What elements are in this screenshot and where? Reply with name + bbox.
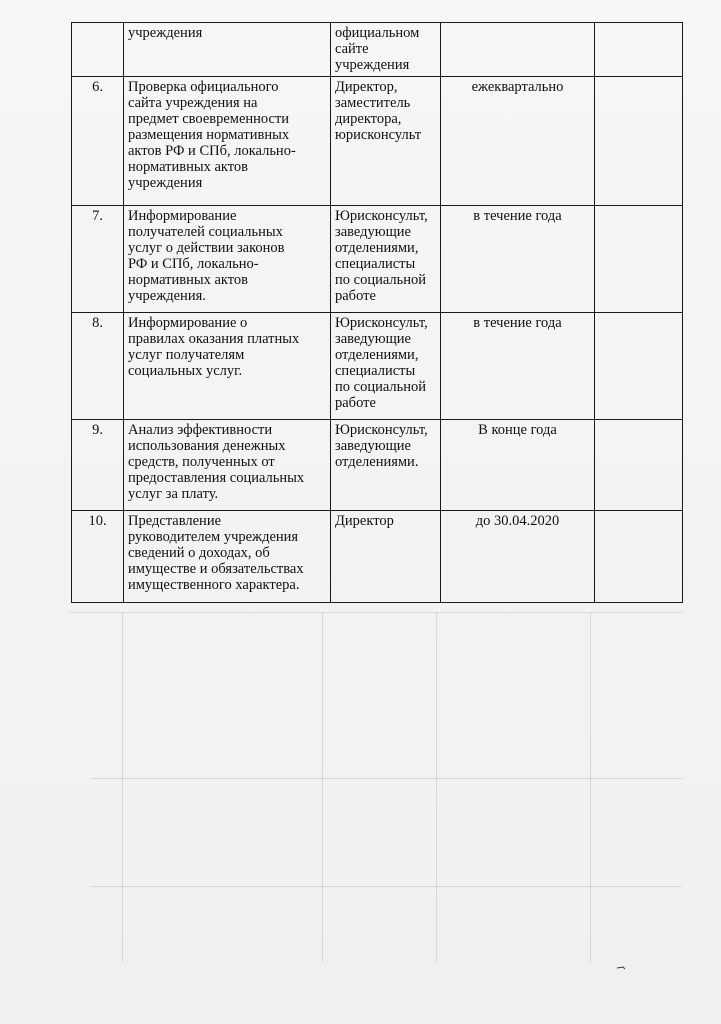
measure-text: Анализ эффективности использования денежных средств, полученных от предоставления социальных услуг за плату.	[124, 420, 331, 511]
row-number: 7.	[72, 206, 124, 313]
measure-text: Проверка официального сайта учреждения на предмет своевременности размещения нормативных актов РФ и СПб, локально- нормативных актов учреждения	[124, 77, 331, 206]
responsible-text: Директор	[331, 511, 441, 603]
row-number: 9.	[72, 420, 124, 511]
bleed-through-line	[322, 612, 323, 962]
responsible-text: Директор, заместитель директора, юрисконсульт	[331, 77, 441, 206]
table-row	[72, 23, 683, 77]
table-row	[72, 420, 683, 511]
row-number: 6.	[72, 77, 124, 206]
note-cell	[595, 420, 683, 511]
responsible-text: Юрисконсульт, заведующие отделениями, специалисты по социальной работе	[331, 313, 441, 420]
note-cell	[595, 206, 683, 313]
measure-text: Информирование получателей социальных услуг о действии законов РФ и СПб, локально- нормативных актов учреждения.	[124, 206, 331, 313]
note-cell	[595, 313, 683, 420]
note-cell	[595, 511, 683, 603]
bleed-through-line	[436, 612, 437, 962]
measure-text: Представление руководителем учреждения сведений о доходах, об имуществе и обязательствах имущественного характера.	[124, 511, 331, 603]
deadline-text	[441, 23, 595, 77]
bleed-through-line	[90, 778, 682, 779]
measure-text: учреждения	[124, 23, 331, 77]
row-number	[72, 23, 124, 77]
bleed-through-line	[90, 886, 682, 887]
note-cell	[595, 23, 683, 77]
scan-speck	[617, 966, 625, 970]
deadline-text: до 30.04.2020	[441, 511, 595, 603]
row-number: 10.	[72, 511, 124, 603]
row-number: 8.	[72, 313, 124, 420]
responsible-text: Юрисконсульт, заведующие отделениями, специалисты по социальной работе	[331, 206, 441, 313]
measure-text: Информирование о правилах оказания платных услуг получателям социальных услуг.	[124, 313, 331, 420]
note-cell	[595, 77, 683, 206]
bleed-through-line	[122, 612, 123, 962]
responsible-text: Юрисконсульт, заведующие отделениями.	[331, 420, 441, 511]
bleed-through-line	[590, 612, 591, 962]
table-row	[72, 206, 683, 313]
deadline-text: ежеквартально	[441, 77, 595, 206]
responsible-text: официальном сайте учреждения	[331, 23, 441, 77]
measures-table	[71, 22, 683, 603]
speck-icon	[617, 966, 625, 970]
table-row	[72, 77, 683, 206]
deadline-text: В конце года	[441, 420, 595, 511]
deadline-text: в течение года	[441, 206, 595, 313]
table-row	[72, 313, 683, 420]
table-row	[72, 511, 683, 603]
deadline-text: в течение года	[441, 313, 595, 420]
